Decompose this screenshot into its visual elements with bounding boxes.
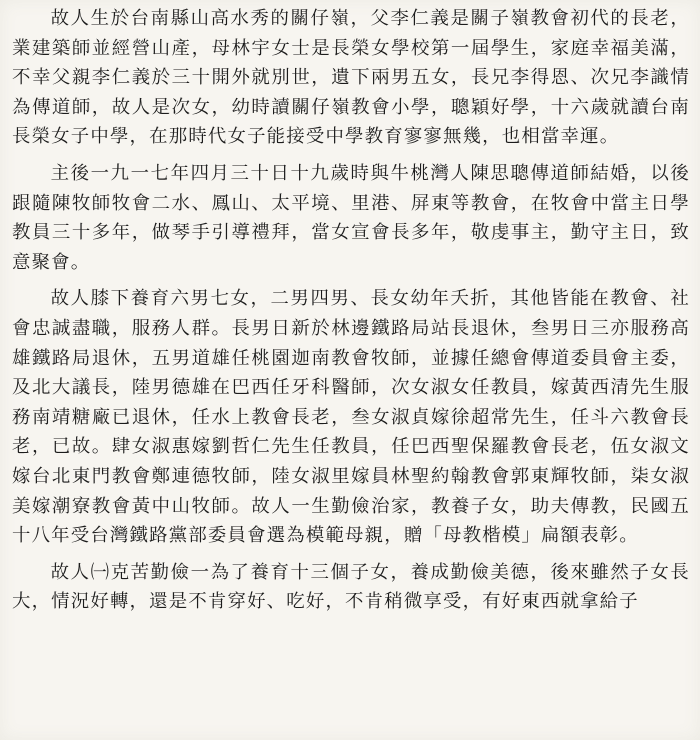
paragraph-children: 故人膝下養育六男七女，二男四男、長女幼年夭折，其他皆能在教會、社會忠誠盡職，服務人群。長男日新於林邊鐵路局站長退休，叁男日三亦服務高雄鐵路局退休，五男道雄任桃園迦南教會牧師，並據任總會傳道委員會主委，及北大議長，陸男德雄在巴西任牙科醫師，次女淑女任教員，嫁黃西清先生服務南靖糖廠已退休，任水上教會長老，叁女淑貞嫁徐超常先生，任斗六教會長老，已故。肆女淑惠嫁劉哲仁先生任教員，任巴西聖保羅教會長老，伍女淑文嫁台北東門教會鄭連德牧師，陸女淑里嫁員林聖約翰教會郭東輝牧師，柒女淑美嫁潮寮教會黃中山牧師。故人一生勤儉治家，教養子女，助夫傳教，民國五十八年受台灣鐵路黨部委員會選為模範母親，贈「母教楷模」扁額表彰。	[12, 288, 690, 547]
paragraph-virtues: 故人㈠克苦勤儉一為了養育十三個子女，養成勤儉美德，後來雖然子女長大，情況好轉，還是不肯穿好、吃好，不肯稍微享受，有好東西就拿給子	[12, 561, 690, 613]
paragraph-marriage-ministry: 主後一九一七年四月三十日十九歲時與牛桃灣人陳思聰傳道師結婚，以後跟隨陳牧師牧會二水、鳳山、太平境、里港、屏東等教會，在牧會中當主日學教員三十多年，做琴手引導禮拜，當女宣會長多年，敬虔事主，勤守主日，致意聚會。	[12, 162, 690, 273]
paragraph-family-background: 故人生於台南縣山高水秀的關仔嶺，父李仁義是關子嶺教會初代的長老，業建築師並經營山產，母林宇女士是長榮女學校第一屆學生，家庭幸福美滿，不幸父親李仁義於三十開外就別世，遺下兩男五女，長兄李得恩、次兄李識情為傳道師，故人是次女，幼時讀關仔嶺教會小學，聰穎好學，十六歲就讀台南長榮女子中學，在那時代女子能接受中學教育寥寥無幾，也相當幸運。	[12, 8, 690, 148]
